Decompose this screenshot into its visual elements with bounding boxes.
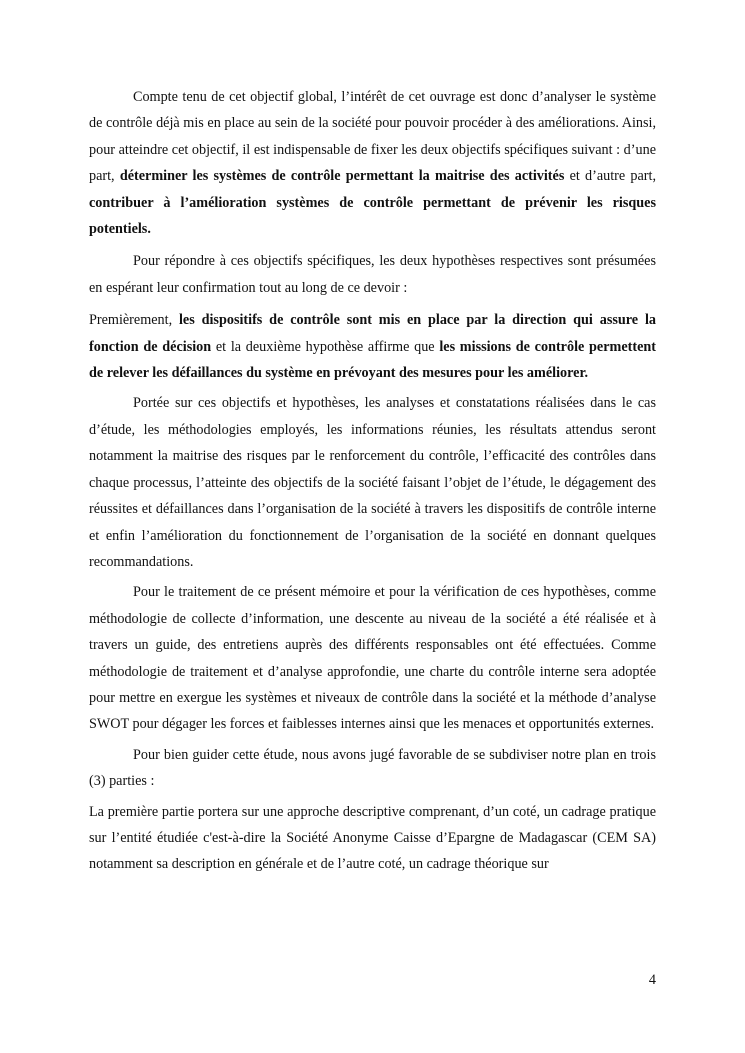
paragraph-text: Premièrement,	[89, 312, 179, 329]
bold-objective-2: contribuer à l’amélioration systèmes de contrôle permettant de prévenir les risques potentiels.	[89, 194, 656, 238]
page-number: 4	[648, 972, 656, 988]
paragraph-text: et la deuxième hypothèse affirme que	[211, 338, 440, 355]
paragraph-expected-results: Portée sur ces objectifs et hypothèses, les analyses et constatations réalisées dans le cas d’étude, les méthodologies employés, les informations réunies, les résultats attendus seront notamment la maitrise des risques par le renforcement du contrôle, l’efficacité des contrôles dans chaque processus, l’atteinte des objectifs de la société faisant l’objet de l’étude, le dégagement des réussites et défaillances dans l’organisation de la société à travers les dispositifs de contrôle interne et enfin l’amélioration du fonctionnement de l’organisation de la société en donnant quelques recommandations.	[89, 395, 656, 570]
paragraph-text: Compte tenu de cet objectif global, l’intérêt de cet ouvrage est donc d’analyser le système de contrôle déjà mis en place au sein de la société pour pouvoir procéder à des améliorations. Ainsi, pour atteindre cet objectif, il est indispensable de fixer les deux objectifs spécifiques suivant : d’une part,	[89, 89, 656, 185]
bold-hypothesis-1: les dispositifs de contrôle sont mis en place par la direction qui assure la fonction de décision	[89, 312, 656, 355]
paragraph-objectives	[89, 84, 656, 242]
document-page	[89, 84, 656, 878]
bold-objective-1: déterminer les systèmes de contrôle permettant la maitrise des activités	[119, 168, 565, 185]
paragraph-hypotheses	[89, 307, 656, 386]
paragraph-first-part: La première partie portera sur une approche descriptive comprenant, d’un coté, un cadrage pratique sur l’entité étudiée c'est-à-dire la Société Anonyme Caisse d’Epargne de Madagascar (CEM SA) notamment sa description en générale et de l’autre coté, un cadrage théorique sur	[89, 803, 656, 873]
paragraph-plan-intro: Pour bien guider cette étude, nous avons jugé favorable de se subdiviser notre plan en trois (3) parties :	[89, 746, 656, 790]
paragraph-methodology: Pour le traitement de ce présent mémoire et pour la vérification de ces hypothèses, comme méthodologie de collecte d’information, une descente au niveau de la société a été réalisée et à travers un guide, des entretiens auprès des différents responsables ont été effectuées. Comme méthodologie de traitement et d’analyse approfondie, une charte du contrôle interne sera adoptée pour mettre en exergue les systèmes et niveaux de contrôle dans la société et la méthode d’analyse SWOT pour dégager les forces et faiblesses internes ainsi que les menaces et opportunités externes.	[89, 584, 656, 733]
paragraph-hypotheses-intro: Pour répondre à ces objectifs spécifiques, les deux hypothèses respectives sont présumées en espérant leur confirmation tout au long de ce devoir :	[89, 253, 656, 296]
bold-hypothesis-2: les missions de contrôle permettent de relever les défaillances du système en prévoyant des mesures pour les améliorer.	[89, 338, 656, 382]
paragraph-text: et d’autre part,	[564, 168, 657, 185]
